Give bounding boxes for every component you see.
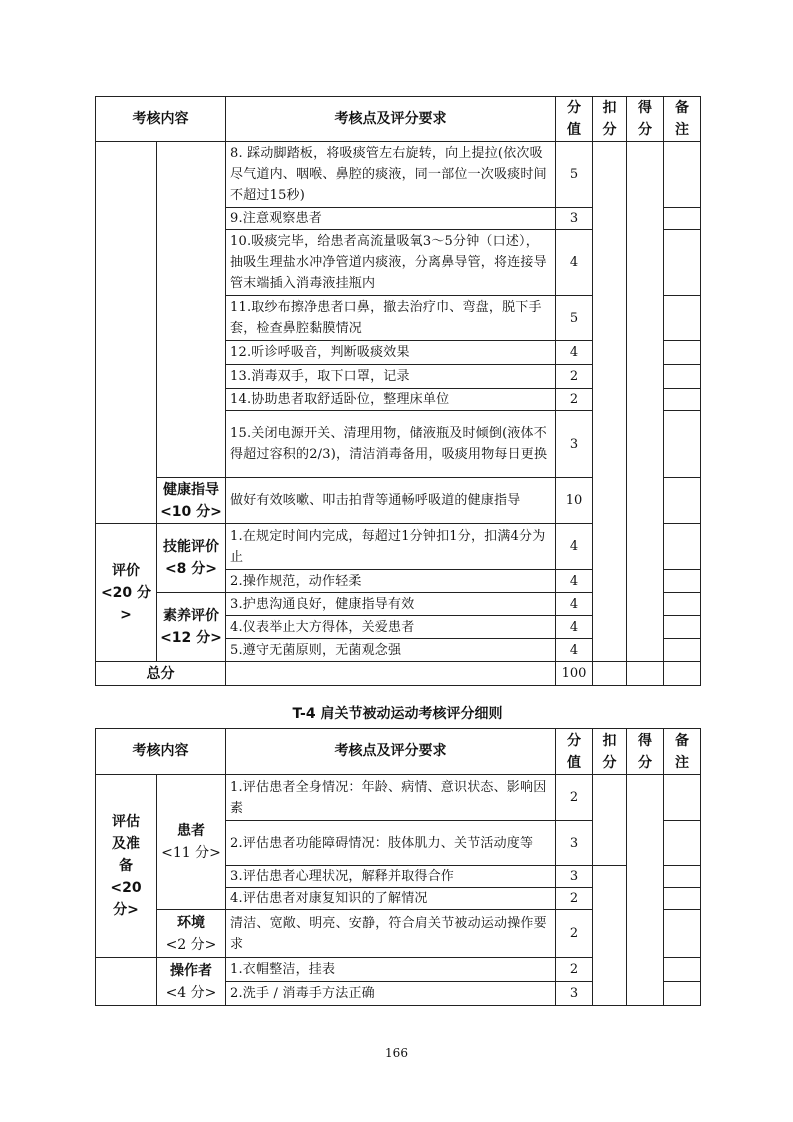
item-text: 10.吸痰完毕，给患者高流量吸氧3～5分钟（口述），抽吸生理盐水冲净管道内痰液，分离鼻导管，将连接导管末端插入消毒液挂瓶内 <box>226 230 556 296</box>
category-cell-empty <box>96 142 157 524</box>
table-header-row <box>96 97 701 142</box>
header-score: 分 值 <box>556 97 593 142</box>
category-evaluation: 评价 <20 分> <box>96 524 157 662</box>
remark-cell <box>664 910 701 958</box>
item-score: 2 <box>556 888 593 910</box>
table-header-row <box>96 729 701 775</box>
remark-cell <box>664 365 701 389</box>
header-points: 考核点及评分要求 <box>226 97 556 142</box>
item-text: 5.遵守无菌原则，无菌观念强 <box>226 639 556 662</box>
item-text: 做好有效咳嗽、叩击拍背等通畅呼吸道的健康指导 <box>226 478 556 524</box>
remark-cell <box>664 411 701 478</box>
category-environment: 环境 <2 分> <box>157 910 226 958</box>
item-score: 4 <box>556 524 593 570</box>
deduct-cell <box>593 775 627 866</box>
item-score: 3 <box>556 982 593 1006</box>
table-row <box>96 775 701 821</box>
remark-cell <box>664 296 701 341</box>
remark-cell <box>664 639 701 662</box>
header-content: 考核内容 <box>96 97 226 142</box>
item-score: 2 <box>556 365 593 389</box>
item-text: 4.评估患者对康复知识的了解情况 <box>226 888 556 910</box>
category-assessment-preparation: 评估 及准 备 <20 分> <box>96 775 157 958</box>
remark-cell <box>664 958 701 982</box>
item-text: 1.衣帽整洁，挂表 <box>226 958 556 982</box>
item-score: 4 <box>556 639 593 662</box>
header-remark: 备 注 <box>664 729 701 775</box>
subcategory-cell-empty <box>157 142 226 478</box>
table-row <box>96 142 701 208</box>
remark-cell <box>664 341 701 365</box>
item-score: 4 <box>556 570 593 593</box>
header-remark: 备 注 <box>664 97 701 142</box>
deduct-cell <box>593 866 627 1006</box>
item-score: 3 <box>556 866 593 888</box>
item-text: 8. 踩动脚踏板，将吸痰管左右旋转，向上提拉(依次吸尽气道内、咽喉、鼻腔的痰液，同一部位一次吸痰时间不超过15秒) <box>226 142 556 208</box>
item-score: 10 <box>556 478 593 524</box>
remark-cell <box>664 142 701 208</box>
item-score: 3 <box>556 411 593 478</box>
item-score: 4 <box>556 230 593 296</box>
item-score: 3 <box>556 821 593 866</box>
item-text: 清洁、宽敞、明亮、安静，符合肩关节被动运动操作要求 <box>226 910 556 958</box>
remark-cell <box>664 593 701 616</box>
item-text: 3.护患沟通良好，健康指导有效 <box>226 593 556 616</box>
item-text: 2.操作规范，动作轻柔 <box>226 570 556 593</box>
remark-cell <box>664 616 701 639</box>
header-deduct: 扣 分 <box>593 729 627 775</box>
item-text: 9.注意观察患者 <box>226 208 556 230</box>
deduct-cell <box>593 142 627 662</box>
item-score: 4 <box>556 616 593 639</box>
header-deduct: 扣 分 <box>593 97 627 142</box>
shoulder-exercise-scoring-table <box>95 728 701 1006</box>
remark-cell <box>664 570 701 593</box>
total-score: 100 <box>556 662 593 686</box>
item-score: 2 <box>556 958 593 982</box>
item-text: 3.评估患者心理状况，解释并取得合作 <box>226 866 556 888</box>
category-operator: 操作者 <4 分> <box>157 958 226 1006</box>
remark-cell <box>664 821 701 866</box>
remark-cell <box>664 982 701 1006</box>
remark-cell <box>664 866 701 888</box>
header-get: 得 分 <box>627 729 664 775</box>
total-get <box>627 662 664 686</box>
item-score: 4 <box>556 341 593 365</box>
remark-cell <box>664 888 701 910</box>
item-text: 13.消毒双手，取下口罩，记录 <box>226 365 556 389</box>
total-row <box>96 662 701 686</box>
item-score: 5 <box>556 296 593 341</box>
item-text: 4.仪表举止大方得体，关爱患者 <box>226 616 556 639</box>
item-score: 2 <box>556 389 593 411</box>
total-deduct <box>593 662 627 686</box>
category-patient: 患者 <11 分> <box>157 775 226 910</box>
scoring-table-continued <box>95 96 701 686</box>
remark-cell <box>664 478 701 524</box>
category-health-guidance: 健康指导 <10 分> <box>157 478 226 524</box>
item-score: 4 <box>556 593 593 616</box>
item-text: 15.关闭电源开关、清理用物，储液瓶及时倾倒(液体不得超过容积的2/3)，清洁消毒备用，吸痰用物每日更换 <box>226 411 556 478</box>
page-number: 166 <box>385 1046 408 1060</box>
category-skill-evaluation: 技能评价 <8 分> <box>157 524 226 593</box>
get-cell <box>627 142 664 662</box>
remark-cell <box>664 208 701 230</box>
item-score: 2 <box>556 775 593 821</box>
item-text: 12.听诊呼吸音，判断吸痰效果 <box>226 341 556 365</box>
header-content: 考核内容 <box>96 729 226 775</box>
item-text: 2.洗手 / 消毒手方法正确 <box>226 982 556 1006</box>
item-text: 11.取纱布擦净患者口鼻，撤去治疗巾、弯盘，脱下手套，检查鼻腔黏膜情况 <box>226 296 556 341</box>
remark-cell <box>664 230 701 296</box>
remark-cell <box>664 389 701 411</box>
header-get: 得 分 <box>627 97 664 142</box>
header-points: 考核点及评分要求 <box>226 729 556 775</box>
item-text: 2.评估患者功能障碍情况：肢体肌力、关节活动度等 <box>226 821 556 866</box>
item-text: 1.在规定时间内完成，每超过1分钟扣1分，扣满4分为止 <box>226 524 556 570</box>
remark-cell <box>664 524 701 570</box>
total-remark <box>664 662 701 686</box>
get-cell <box>627 775 664 1006</box>
header-score: 分 值 <box>556 729 593 775</box>
category-cell-empty <box>96 958 157 1006</box>
item-score: 5 <box>556 142 593 208</box>
item-score: 2 <box>556 910 593 958</box>
category-quality-evaluation: 素养评价 <12 分> <box>157 593 226 662</box>
section-title: T-4 肩关节被动运动考核评分细则 <box>292 706 503 722</box>
total-points-empty <box>226 662 556 686</box>
item-score: 3 <box>556 208 593 230</box>
item-text: 14.协助患者取舒适卧位，整理床单位 <box>226 389 556 411</box>
total-label: 总分 <box>96 662 226 686</box>
remark-cell <box>664 775 701 821</box>
item-text: 1.评估患者全身情况：年龄、病情、意识状态、影响因素 <box>226 775 556 821</box>
